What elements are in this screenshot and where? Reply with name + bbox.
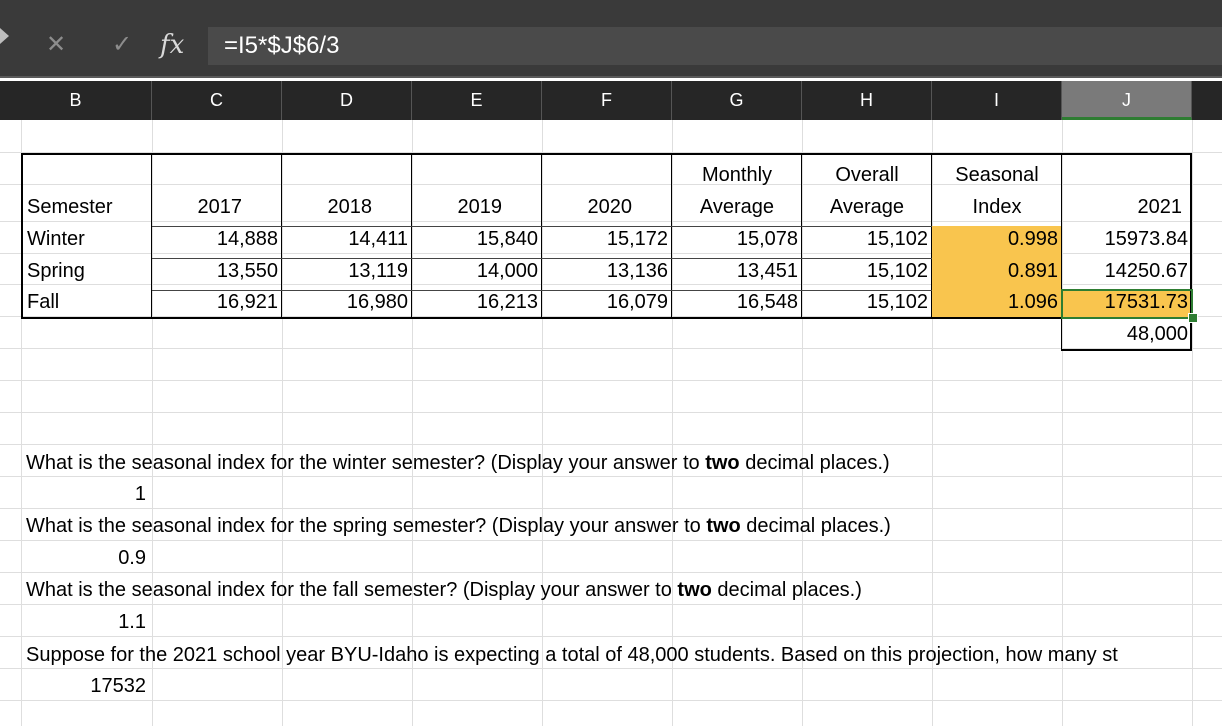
table-cell[interactable]: 15973.84 bbox=[1104, 228, 1188, 250]
header-2017: 2017 bbox=[197, 196, 242, 218]
column-header-row bbox=[0, 81, 1222, 120]
column-header-j[interactable]: J bbox=[1062, 81, 1192, 120]
table-border bbox=[931, 153, 932, 319]
header-2020: 2020 bbox=[587, 196, 632, 218]
column-header-f[interactable]: F bbox=[542, 81, 672, 120]
table-border bbox=[281, 153, 282, 319]
formula-input[interactable] bbox=[208, 27, 1222, 65]
fill-handle[interactable] bbox=[1188, 313, 1198, 323]
table-cell[interactable]: 16,548 bbox=[736, 291, 798, 313]
column-header-c[interactable]: C bbox=[152, 81, 282, 120]
table-border bbox=[801, 153, 802, 319]
x-icon[interactable]: ✕ bbox=[46, 31, 67, 58]
table-border bbox=[671, 153, 672, 319]
table-row-label[interactable]: Spring bbox=[27, 260, 85, 282]
header-monthly: Monthly bbox=[701, 164, 773, 186]
table-border bbox=[1061, 349, 1192, 351]
table-cell[interactable]: 15,078 bbox=[736, 228, 798, 250]
table-border bbox=[21, 153, 23, 319]
header-2021: 2021 bbox=[1137, 196, 1182, 218]
fx-icon[interactable]: fx bbox=[160, 30, 185, 60]
checkmark-icon[interactable]: ✓ bbox=[112, 31, 133, 58]
table-cell[interactable]: 13,451 bbox=[736, 260, 798, 282]
header-seasonal: Seasonal bbox=[955, 164, 1039, 186]
table-border bbox=[21, 153, 1192, 155]
table-row-label[interactable]: Winter bbox=[27, 228, 85, 250]
total-cell[interactable]: 48,000 bbox=[1126, 323, 1188, 345]
header-average: Average bbox=[829, 196, 905, 218]
table-border bbox=[411, 153, 412, 319]
table-cell[interactable]: 13,550 bbox=[216, 260, 278, 282]
header-semester: Semester bbox=[27, 196, 113, 218]
table-cell[interactable]: 13,136 bbox=[606, 260, 668, 282]
table-cell[interactable]: 1.096 bbox=[1007, 291, 1058, 313]
header-2018: 2018 bbox=[327, 196, 372, 218]
row-divider bbox=[152, 258, 932, 259]
table-row-label[interactable]: Fall bbox=[27, 291, 60, 313]
column-header-g[interactable]: G bbox=[672, 81, 802, 120]
column-header-h[interactable]: H bbox=[802, 81, 932, 120]
table-cell[interactable]: 14,000 bbox=[476, 260, 538, 282]
table-cell[interactable]: 15,840 bbox=[476, 228, 538, 250]
table-border bbox=[151, 153, 152, 319]
table-cell[interactable]: 16,980 bbox=[346, 291, 408, 313]
table-cell[interactable]: 15,102 bbox=[866, 260, 928, 282]
question-1: What is the seasonal index for the winter semester? (Display your answer to two decimal places.) bbox=[26, 452, 890, 474]
header-average: Average bbox=[699, 196, 775, 218]
answer-4[interactable]: 17532 bbox=[90, 675, 146, 697]
table-cell[interactable]: 13,119 bbox=[348, 260, 408, 282]
row-divider bbox=[152, 226, 932, 227]
table-cell[interactable]: 16,921 bbox=[216, 291, 278, 313]
question-4: Suppose for the 2021 school year BYU-Idaho is expecting a total of 48,000 students. Based on this projection, how many st bbox=[26, 644, 1118, 666]
column-header-i[interactable]: I bbox=[932, 81, 1062, 120]
column-header-d[interactable]: D bbox=[282, 81, 412, 120]
header-2019: 2019 bbox=[457, 196, 502, 218]
selected-cell-value[interactable]: 17531.73 bbox=[1104, 291, 1188, 313]
table-cell[interactable]: 16,213 bbox=[476, 291, 538, 313]
header-overall: Overall bbox=[835, 164, 899, 186]
table-cell[interactable]: 14250.67 bbox=[1104, 260, 1188, 282]
table-cell[interactable]: 15,172 bbox=[606, 228, 668, 250]
table-border bbox=[541, 153, 542, 319]
table-cell[interactable]: 14,888 bbox=[216, 228, 278, 250]
table-cell[interactable]: 15,102 bbox=[866, 291, 928, 313]
cell-selection[interactable] bbox=[1061, 289, 1193, 319]
table-cell[interactable]: 0.891 bbox=[1007, 260, 1058, 282]
answer-3[interactable]: 1.1 bbox=[118, 611, 146, 633]
table-cell[interactable]: 0.998 bbox=[1007, 228, 1058, 250]
answer-1[interactable]: 1 bbox=[134, 483, 146, 505]
answer-2[interactable]: 0.9 bbox=[118, 547, 146, 569]
question-3: What is the seasonal index for the fall semester? (Display your answer to two decimal places.) bbox=[26, 579, 862, 601]
name-box-arrow-icon[interactable] bbox=[0, 28, 9, 44]
table-cell[interactable]: 15,102 bbox=[866, 228, 928, 250]
ribbon-edge bbox=[0, 0, 1222, 18]
column-header-b[interactable]: B bbox=[0, 81, 152, 120]
column-header-e[interactable]: E bbox=[412, 81, 542, 120]
table-border bbox=[1061, 153, 1062, 351]
header-index: Index bbox=[972, 196, 1022, 218]
row-divider bbox=[152, 290, 932, 291]
table-cell[interactable]: 14,411 bbox=[348, 228, 408, 250]
table-border bbox=[21, 317, 1192, 319]
question-2: What is the seasonal index for the spring semester? (Display your answer to two decimal places.) bbox=[26, 515, 891, 537]
table-cell[interactable]: 16,079 bbox=[606, 291, 668, 313]
